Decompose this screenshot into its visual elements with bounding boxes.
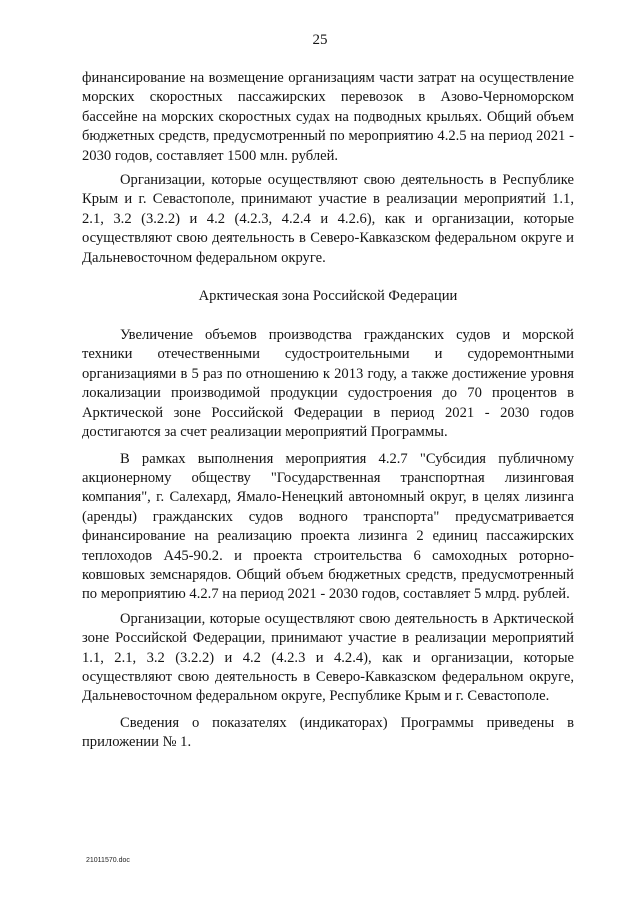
section-heading-arctic: Арктическая зона Российской Федерации: [198, 288, 458, 305]
paragraph-measure-4-2-7: В рамках выполнения мероприятия 4.2.7 "Субсидия публичному акционерному обществу "Государственная транспортная лизинговая компания", г. Салехард, Ямало-Ненецкий автономный округ, в целях лизинга (аренды) гражданских судов водного транспорта" предусматривается финансирование на реализацию проекта лизинга 2 единиц пассажирских теплоходов А45-90.2. и проекта строительства 6 самоходных роторно-ковшовых земснарядов. Общий объем бюджетных средств, предусмотренный по мероприятию 4.2.7 на период 2021 - 2030 годов, составляет 5 млрд. рублей.: [82, 450, 574, 603]
page-number: 25: [312, 32, 328, 48]
paragraph-funding-continuation: финансирование на возмещение организациям части затрат на осуществление морских скоростных пассажирских перевозок в Азово-Черноморском бассейне на морских скоростных судах на подводных крыльях. Общий объем бюджетных средств, предусмотренный по мероприятию 4.2.5 на период 2021 - 2030 годов, составляет 1500 млн. рублей.: [82, 70, 574, 164]
paragraph-arctic-participation: Организации, которые осуществляют свою деятельность в Арктической зоне Российской Федерации, принимают участие в реализации мероприятий 1.1, 2.1, 3.2 (3.2.2) и 4.2 (4.2.3 и 4.2.4), как и организации, которые осуществляют свою деятельность в Северо-Кавказском федеральном округе, Дальневосточном федеральном округе, Республике Крым и г. Севастополе.: [82, 610, 574, 705]
paragraph-indicators-appendix: Сведения о показателях (индикаторах) Программы приведены в приложении № 1.: [82, 714, 574, 751]
paragraph-arctic-production: Увеличение объемов производства гражданских судов и морской техники отечественными судостроительными и судоремонтными организациями в 5 раз по отношению к 2013 году, а также достижение уровня локализации производимой продукции судостроения до 70 процентов в Арктической зоне Российской Федерации в период 2021 - 2030 годов достигаются за счет реализации мероприятий Программы.: [82, 327, 574, 441]
document-file-code: 21011570.doc: [86, 857, 130, 864]
document-body: [82, 69, 574, 753]
paragraph-crimea-participation: Организации, которые осуществляют свою деятельность в Республике Крым и г. Севастополе, принимают участие в реализации мероприятий 1.1, 2.1, 3.2 (3.2.2) и 4.2 (4.2.3, 4.2.4 и 4.2.6), как и организации, которые осуществляют свою деятельность в Северо-Кавказском федеральном округе и Дальневосточном федеральном округе.: [82, 172, 574, 266]
